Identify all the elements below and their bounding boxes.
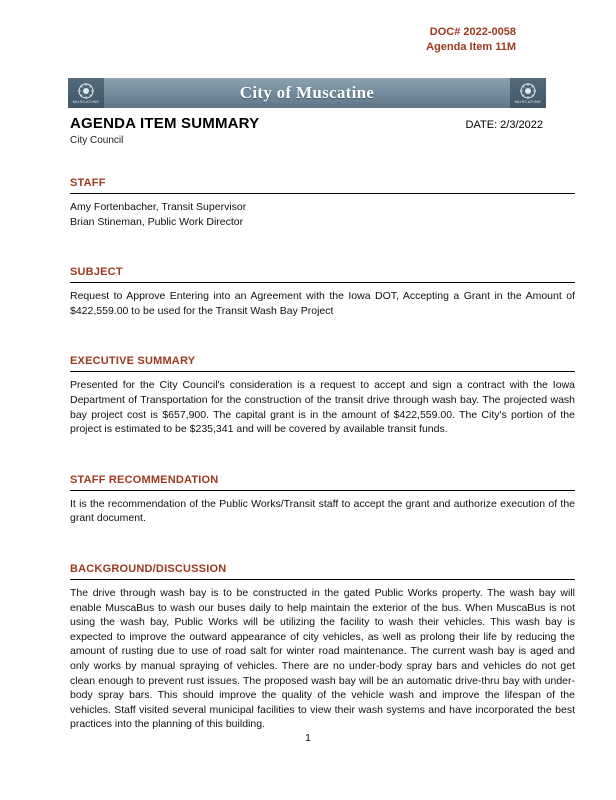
staff-recommendation-body: It is the recommendation of the Public Works/Transit staff to accept the grant and authorize execution of the grant document. [70, 497, 575, 525]
header-banner [68, 78, 546, 108]
date-label: DATE: 2/3/2022 [465, 119, 543, 131]
page-title: AGENDA ITEM SUMMARY [70, 115, 260, 132]
document-content [0, 115, 616, 732]
banner-title: City of Muscatine [239, 83, 375, 102]
section-staff [70, 177, 575, 229]
section-staff-heading: STAFF [70, 177, 106, 189]
staff-line: Amy Fortenbacher, Transit Supervisor [70, 201, 247, 213]
muscatine-logo-right-icon [510, 78, 546, 108]
section-divider [70, 490, 575, 491]
section-divider [70, 193, 575, 194]
section-staff-recommendation-heading: STAFF RECOMMENDATION [70, 473, 219, 486]
section-executive-summary-heading: EXECUTIVE SUMMARY [70, 355, 196, 368]
title-row [70, 115, 575, 132]
section-subject-heading: SUBJECT [70, 266, 123, 279]
muscatine-logo-left-icon [68, 78, 104, 108]
section-staff-recommendation [70, 474, 575, 526]
logo-caption-right: MUSCATINE [514, 99, 542, 104]
section-subject [70, 266, 575, 318]
staff-line: Brian Stineman, Public Work Director [70, 215, 244, 228]
section-divider [70, 371, 575, 372]
document-subtitle: City Council [70, 135, 124, 146]
agenda-item-number: Agenda Item 11M [426, 41, 516, 53]
executive-summary-body: Presented for the City Council's consideration is a request to accept and sign a contract with the Iowa Department of Transportation for the construction of the transit drive through wash bay. The projected wash bay project cost is $657,900. The capital grant is in the amount of $422,559.00. The City's portion of the project is estimated to be $235,341 and will be covered by available transit funds. [70, 379, 575, 436]
doc-number: DOC# 2022-0058 [429, 26, 516, 38]
page-number: 1 [305, 733, 311, 744]
sections-container [70, 177, 575, 732]
section-divider [70, 579, 575, 580]
logo-caption-left: MUSCATINE [72, 99, 100, 104]
section-background-discussion [70, 563, 575, 732]
section-executive-summary [70, 355, 575, 436]
doc-reference-block [376, 25, 516, 55]
background-discussion-body: The drive through wash bay is to be constructed in the gated Public Works property. The wash bay will enable MuscaBus to wash our buses daily to help maintain the exterior of the bus. When MuscaBus is not using the wash bay, Public Works will be utilizing the facility to wash their vehicles. This wash bay is expected to improve the outward appearance of city vehicles, as well as prolong their life by reducing the amount of rusting due to use of road salt for winter road maintenance. The current wash bay is aged and only works by manual spraying of vehicles. There are no under-body spray bars and vehicles do not get clean enough to prevent rust issues. The proposed wash bay will be an automatic drive-thru bay with under-body spray bars. This should improve the quality of the vehicle wash and improve the lifespan of the vehicles. Staff visited several municipal facilities to view their wash systems and have incorporated the best practices into the planning of this building. [70, 586, 575, 731]
subject-body: Request to Approve Entering into an Agreement with the Iowa DOT, Accepting a Grant in the Amount of $422,559.00 to be used for the Transit Wash Bay Project [70, 290, 575, 317]
section-divider [70, 282, 575, 283]
section-background-discussion-heading: BACKGROUND/DISCUSSION [70, 562, 227, 575]
